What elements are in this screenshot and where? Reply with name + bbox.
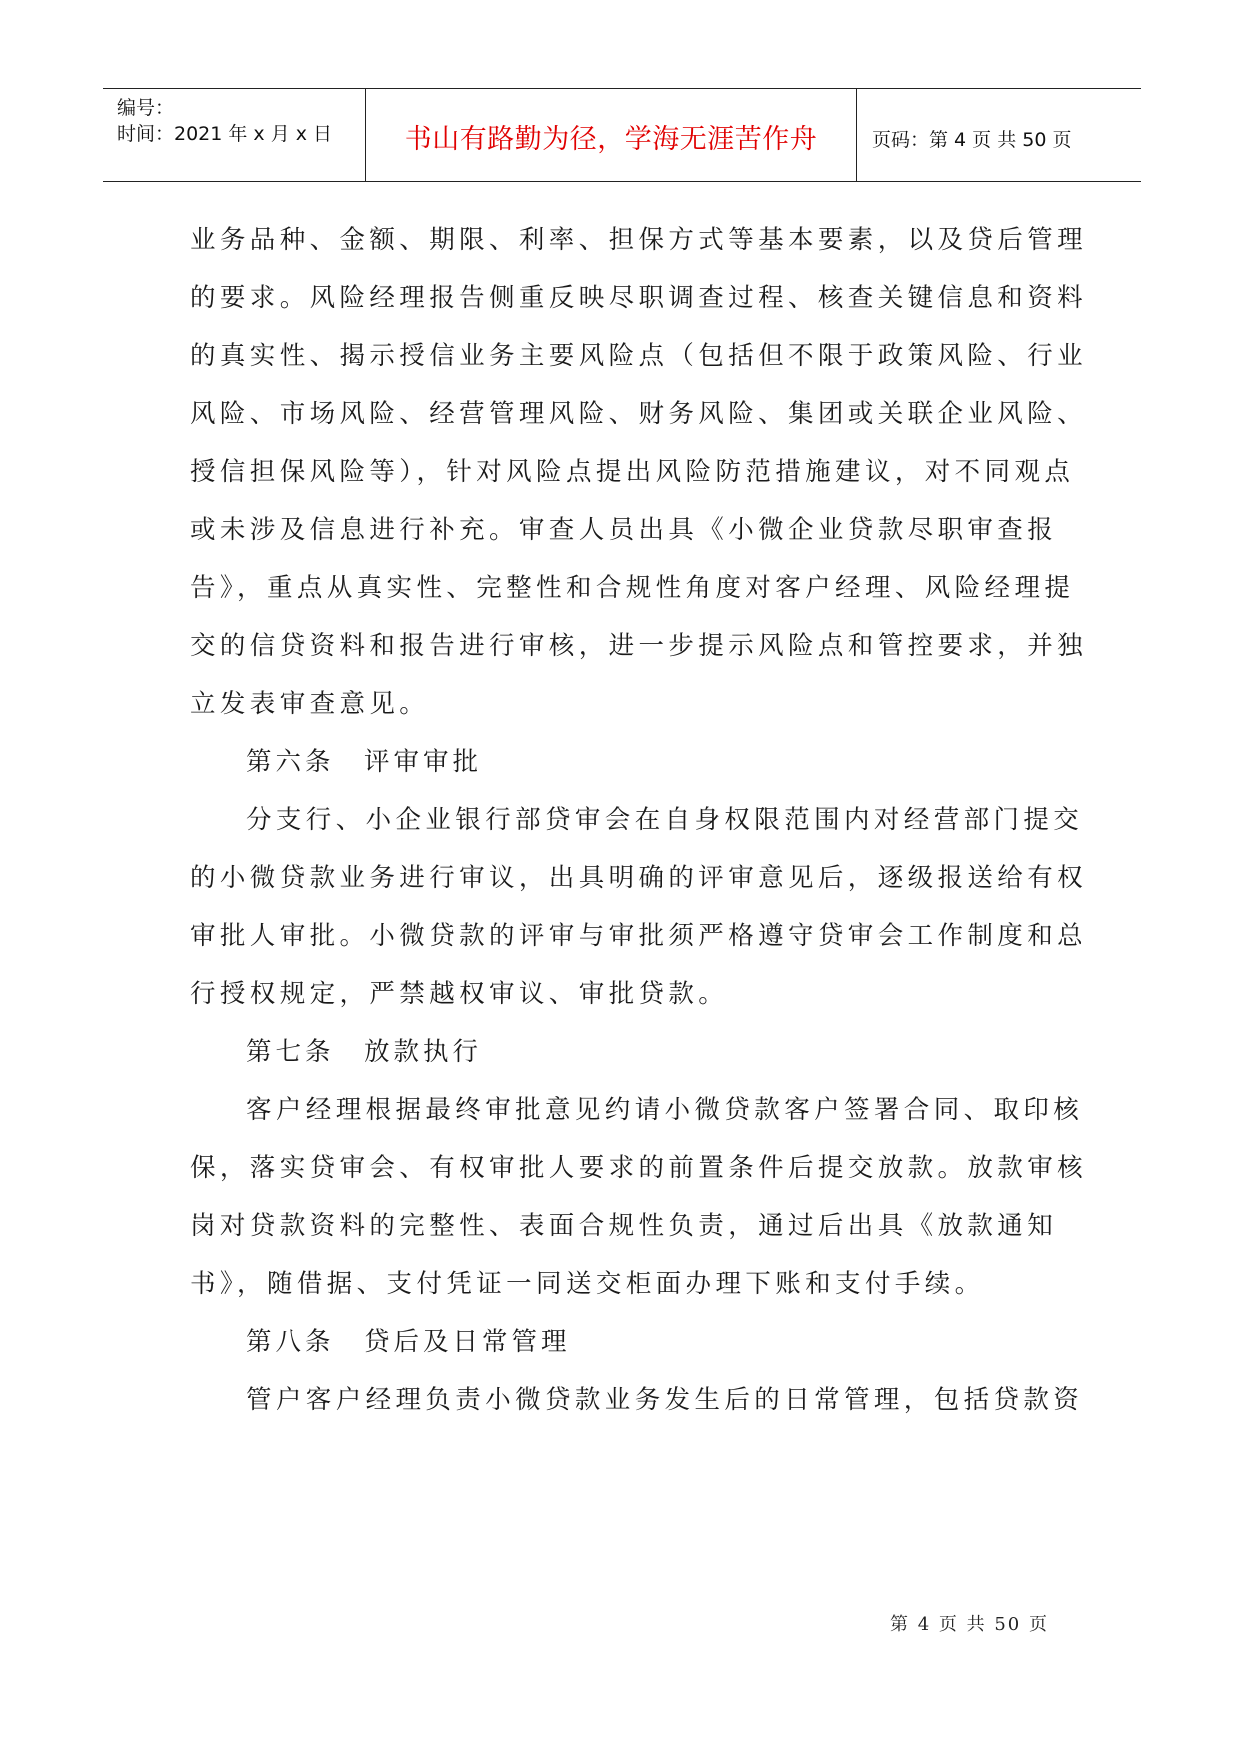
paragraph-line: 的真实性、揭示授信业务主要风险点（包括但不限于政策风险、行业 <box>190 341 1088 371</box>
paragraph-line: 分支行、小企业银行部贷审会在自身权限范围内对经营部门提交 <box>246 805 1084 835</box>
document-header <box>103 88 1141 182</box>
paragraph-line: 授信担保风险等），针对风险点提出风险防范措施建议，对不同观点 <box>190 457 1075 487</box>
page-code: 页码：第 4 页 共 50 页 <box>872 129 1072 151</box>
paragraph-line: 业务品种、金额、期限、利率、担保方式等基本要素，以及贷后管理 <box>190 225 1088 255</box>
paragraph-line: 告》，重点从真实性、完整性和合规性角度对客户经理、风险经理提 <box>190 573 1075 603</box>
article-heading: 第七条 放款执行 <box>246 1037 483 1067</box>
article-heading: 第六条 评审审批 <box>246 747 483 777</box>
article-heading: 第八条 贷后及日常管理 <box>246 1327 571 1357</box>
paragraph-line: 客户经理根据最终审批意见约请小微贷款客户签署合同、取印核 <box>246 1095 1084 1125</box>
paragraph-line: 的要求。风险经理报告侧重反映尽职调查过程、核查关键信息和资料 <box>190 283 1088 313</box>
paragraph-line: 的小微贷款业务进行审议，出具明确的评审意见后，逐级报送给有权 <box>190 863 1088 893</box>
paragraph-line: 书》，随借据、支付凭证一同送交柜面办理下账和支付手续。 <box>190 1269 985 1299</box>
number-label: 编号： <box>117 97 175 119</box>
time-label: 时间：2021 年 x 月 x 日 <box>117 123 333 145</box>
paragraph-line: 保，落实贷审会、有权审批人要求的前置条件后提交放款。放款审核 <box>190 1153 1088 1183</box>
paragraph-line: 立发表审查意见。 <box>190 689 430 719</box>
motto-text: 书山有路勤为径，学海无涯苦作舟 <box>404 124 818 155</box>
paragraph-line: 或未涉及信息进行补充。审查人员出具《小微企业贷款尽职审查报 <box>190 515 1058 545</box>
paragraph-line: 审批人审批。小微贷款的评审与审批须严格遵守贷审会工作制度和总 <box>190 921 1088 951</box>
page-footer: 第 4 页 共 50 页 <box>890 1614 1049 1635</box>
paragraph-line: 交的信贷资料和报告进行审核，进一步提示风险点和管控要求，并独 <box>190 631 1088 661</box>
header-meta-cell <box>103 89 366 181</box>
header-page-cell <box>858 89 1141 181</box>
header-motto-cell <box>366 89 857 181</box>
paragraph-line: 岗对贷款资料的完整性、表面合规性负责，通过后出具《放款通知 <box>190 1211 1058 1241</box>
paragraph-line: 行授权规定，严禁越权审议、审批贷款。 <box>190 979 729 1009</box>
paragraph-line: 风险、市场风险、经营管理风险、财务风险、集团或关联企业风险、 <box>190 399 1088 429</box>
paragraph-line: 管户客户经理负责小微贷款业务发生后的日常管理，包括贷款资 <box>246 1385 1084 1415</box>
